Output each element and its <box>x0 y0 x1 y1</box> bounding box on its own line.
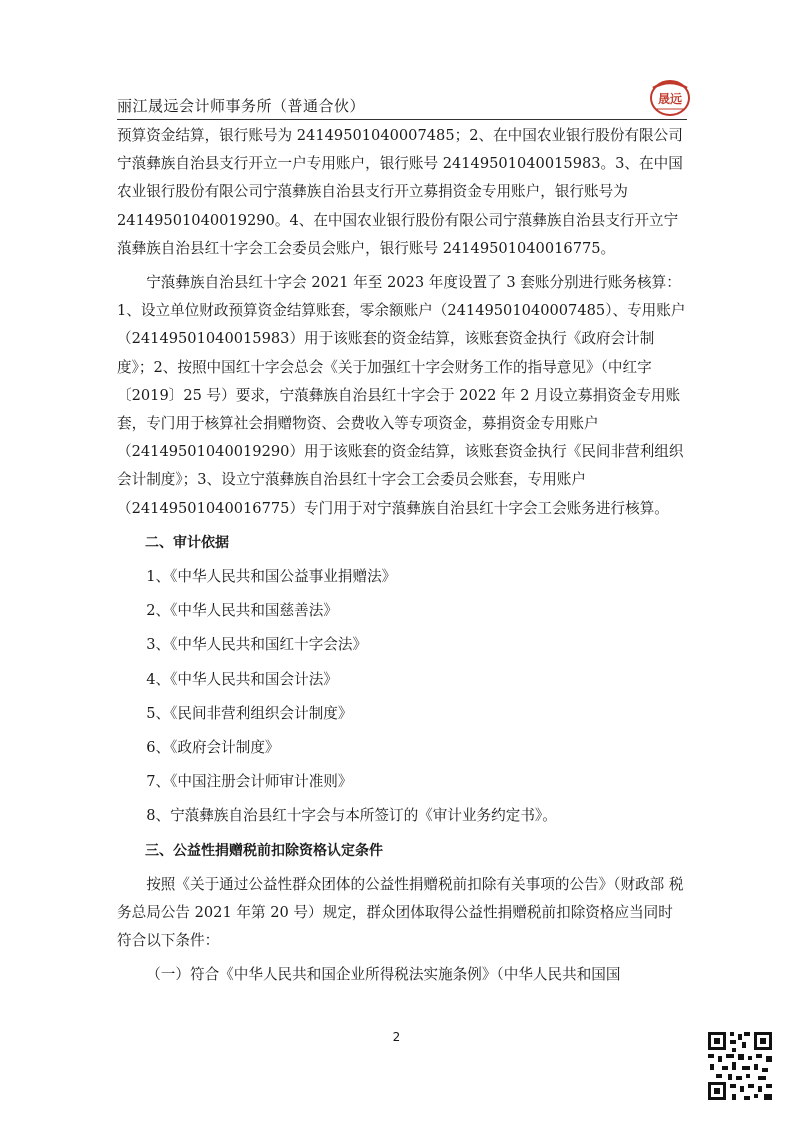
page-number: 2 <box>392 1030 401 1044</box>
list-item: 5、《民间非营利组织会计制度》 <box>146 704 353 722</box>
list-item: 1、《中华人民共和国公益事业捐赠法》 <box>146 568 397 586</box>
firm-logo <box>647 76 693 118</box>
paragraph-account-sets: 宁蒗彝族自治县红十字会 2021 年至 2023 年度设置了 3 套账分别进行账务核算：1、设立单位财政预算资金结算账套，零余额账户（24149501040007485）、专用账户（24149501040015983）用于该账套的资金结算，该账套资金执行《政府会计制度》；2、按照中国红十字会总会《关于加强红十字会财务工作的指导意见》（中红字〔2019〕25 号）要求，宁蒗彝族自治县红十字会于 2022 年 2 月设立募捐资金专用账套，专门用于核算社会捐赠物资、会费收入等专项资金，募捐资金专用账户（24149501040019290）用于该账套的资金结算，该账套资金执行《民间非营利组织会计制度》；3、设立宁蒗彝族自治县红十字会工会委员会账套，专用账户（24149501040016775）专门用于对宁蒗彝族自治县红十字会工会账务进行核算。 <box>117 274 686 517</box>
list-item: 6、《政府会计制度》 <box>146 739 280 757</box>
paragraph-condition-1: （一）符合《中华人民共和国企业所得税法实施条例》（中华人民共和国国 <box>146 966 621 984</box>
header-divider <box>117 119 687 120</box>
list-item: 3、《中华人民共和国红十字会法》 <box>146 636 368 654</box>
logo-text: 晟远 <box>657 92 683 106</box>
section-heading-audit-basis: 二、审计依据 <box>145 534 229 551</box>
qr-code <box>706 1030 774 1102</box>
section-heading-deduction-conditions: 三、公益性捐赠税前扣除资格认定条件 <box>145 842 383 859</box>
firm-name: 丽江晟远会计师事务所（普通合伙） <box>117 97 366 115</box>
document-body <box>117 122 687 990</box>
list-item: 8、宁蒗彝族自治县红十字会与本所签订的《审计业务约定书》。 <box>146 807 557 825</box>
paragraph-bank-accounts: 预算资金结算，银行账号为 24149501040007485；2、在中国农业银行股份有限公司宁蒗彝族自治县支行开立一户专用账户，银行账号 24149501040015983。3、在中国农业银行股份有限公司宁蒗彝族自治县支行开立募捐资金专用账户，银行账号为 24149501040019290。4、在中国农业银行股份有限公司宁蒗彝族自治县支行开立宁蒗彝族自治县红十字会工会委员会账户，银行账号 24149501040016775。 <box>117 127 683 257</box>
paragraph-announcement: 按照《关于通过公益性群众团体的公益性捐赠税前扣除有关事项的公告》（财政部 税务总局公告 2021 年第 20 号）规定，群众团体取得公益性捐赠税前扣除资格应当同时符合以下条件： <box>117 875 684 950</box>
list-item: 4、《中华人民共和国会计法》 <box>146 670 338 688</box>
page-header <box>117 80 687 120</box>
list-item: 2、《中华人民共和国慈善法》 <box>146 602 338 620</box>
list-item: 7、《中国注册会计师审计准则》 <box>146 773 353 791</box>
